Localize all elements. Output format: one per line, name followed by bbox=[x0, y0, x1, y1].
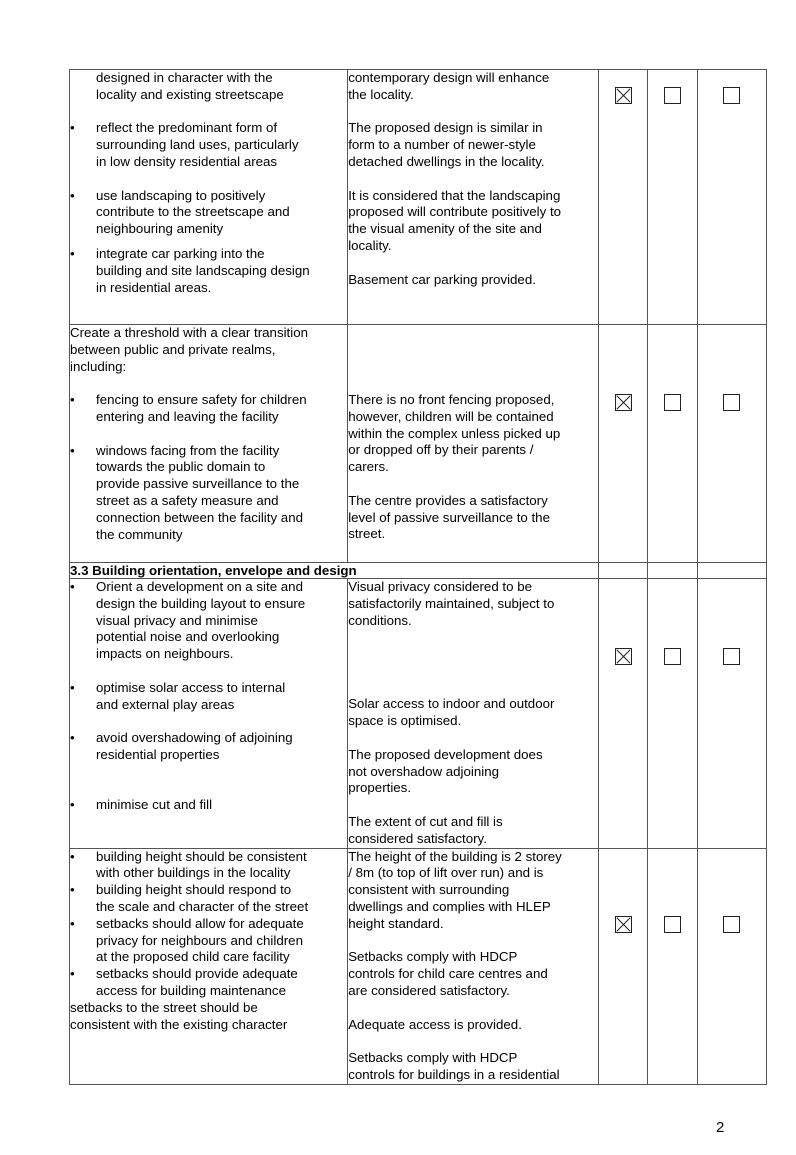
check-cell-na bbox=[697, 70, 766, 325]
criteria-bullet: • avoid overshadowing of adjoining residential properties bbox=[70, 730, 347, 764]
empty-checkbox[interactable] bbox=[664, 648, 681, 665]
check-cell-yes bbox=[599, 325, 648, 563]
comment-text: Setbacks comply with HDCP controls for child care centres and are considered satisfactory. bbox=[348, 949, 548, 998]
comment-text: The extent of cut and fill is considered satisfactory. bbox=[348, 813, 503, 846]
page-number: 2 bbox=[716, 1119, 725, 1136]
comment-text: There is no front fencing proposed, however, children will be contained within the complex unless picked up or dropped off by their parents / carers. bbox=[348, 392, 561, 475]
comment-text: contemporary design will enhance the locality. bbox=[348, 70, 550, 102]
table-row bbox=[70, 325, 767, 563]
criteria-bullet: • use landscaping to positively contribute to the streetscape and neighbouring amenity bbox=[70, 188, 347, 238]
comment-cell bbox=[348, 579, 599, 849]
check-cell-na bbox=[697, 579, 766, 849]
comment-text: Adequate access is provided. bbox=[348, 1016, 522, 1032]
comment-cell bbox=[348, 325, 599, 563]
comment-text: The proposed design is similar in form to a number of newer-style detached dwellings in the locality. bbox=[348, 120, 545, 169]
comment-text: It is considered that the landscaping proposed will contribute positively to the visual amenity of the site and locality. bbox=[348, 187, 562, 253]
table-row bbox=[70, 70, 767, 325]
check-cell-no bbox=[648, 848, 697, 1084]
criteria-cell bbox=[70, 325, 348, 563]
criteria-bullet: • building height should respond to the scale and character of the street bbox=[70, 882, 347, 916]
comment-text: Solar access to indoor and outdoor space is optimised. bbox=[348, 696, 555, 729]
check-cell-na bbox=[697, 848, 766, 1084]
table-row bbox=[70, 579, 767, 849]
criteria-cell bbox=[70, 579, 348, 849]
criteria-continuation: designed in character with the locality and existing streetscape bbox=[96, 70, 284, 102]
section-heading: 3.3 Building orientation, envelope and design bbox=[70, 563, 599, 579]
criteria-bullet: • setbacks should provide adequate access for building maintenance bbox=[70, 966, 347, 1000]
checked-checkbox[interactable] bbox=[615, 394, 632, 411]
criteria-cell bbox=[70, 70, 348, 325]
comment-cell bbox=[348, 848, 599, 1084]
checked-checkbox[interactable] bbox=[615, 87, 632, 104]
checked-checkbox[interactable] bbox=[615, 916, 632, 933]
check-cell-yes bbox=[599, 848, 648, 1084]
criteria-bullet: • reflect the predominant form of surrounding land uses, particularly in low density residential areas bbox=[70, 120, 347, 170]
criteria-bullet: • fencing to ensure safety for children entering and leaving the facility bbox=[70, 392, 347, 426]
criteria-bullet: • windows facing from the facility towards the public domain to provide passive surveillance to the street as a safety measure and connection between the facility and the community bbox=[70, 443, 347, 544]
check-cell-no bbox=[648, 325, 697, 563]
criteria-bullet: • minimise cut and fill bbox=[70, 797, 347, 814]
comment-cell bbox=[348, 70, 599, 325]
check-cell-yes bbox=[599, 70, 648, 325]
assessment-table bbox=[69, 69, 767, 1085]
criteria-intro: Create a threshold with a clear transition between public and private realms, including: bbox=[70, 325, 308, 374]
criteria-bullet: • building height should be consistent with other buildings in the locality bbox=[70, 849, 347, 883]
criteria-bullet: • setbacks should allow for adequate privacy for neighbours and children at the proposed child care facility bbox=[70, 916, 347, 966]
empty-checkbox[interactable] bbox=[664, 916, 681, 933]
checked-checkbox[interactable] bbox=[615, 648, 632, 665]
empty-checkbox[interactable] bbox=[723, 87, 740, 104]
section-row bbox=[70, 563, 767, 579]
comment-text: Basement car parking provided. bbox=[348, 271, 536, 287]
check-cell-yes bbox=[599, 579, 648, 849]
criteria-cell bbox=[70, 848, 348, 1084]
check-cell-no bbox=[648, 70, 697, 325]
check-cell-na bbox=[697, 325, 766, 563]
comment-text: The centre provides a satisfactory level of passive surveillance to the street. bbox=[348, 492, 550, 542]
comment-text: Setbacks comply with HDCP controls for buildings in a residential bbox=[348, 1050, 560, 1082]
comment-text: The proposed development does not overshadow adjoining properties. bbox=[348, 746, 543, 796]
empty-checkbox[interactable] bbox=[664, 87, 681, 104]
check-cell-no bbox=[648, 579, 697, 849]
criteria-tail: setbacks to the street should be consistent with the existing character bbox=[70, 999, 288, 1032]
comment-text: The height of the building is 2 storey / 8m (to top of lift over run) and is consistent with surrounding dwellings and complies with HLEP height standard. bbox=[348, 848, 562, 931]
empty-checkbox[interactable] bbox=[723, 394, 740, 411]
table-row bbox=[70, 848, 767, 1084]
empty-checkbox[interactable] bbox=[664, 394, 681, 411]
criteria-bullet: • optimise solar access to internal and external play areas bbox=[70, 680, 347, 714]
empty-checkbox[interactable] bbox=[723, 916, 740, 933]
empty-checkbox[interactable] bbox=[723, 648, 740, 665]
criteria-bullet: • Orient a development on a site and design the building layout to ensure visual privacy and minimise potential noise and overlooking impacts on neighbours. bbox=[70, 579, 347, 663]
criteria-bullet: • integrate car parking into the building and site landscaping design in residential areas. bbox=[70, 246, 347, 296]
comment-text: Visual privacy considered to be satisfactorily maintained, subject to conditions. bbox=[348, 579, 555, 628]
